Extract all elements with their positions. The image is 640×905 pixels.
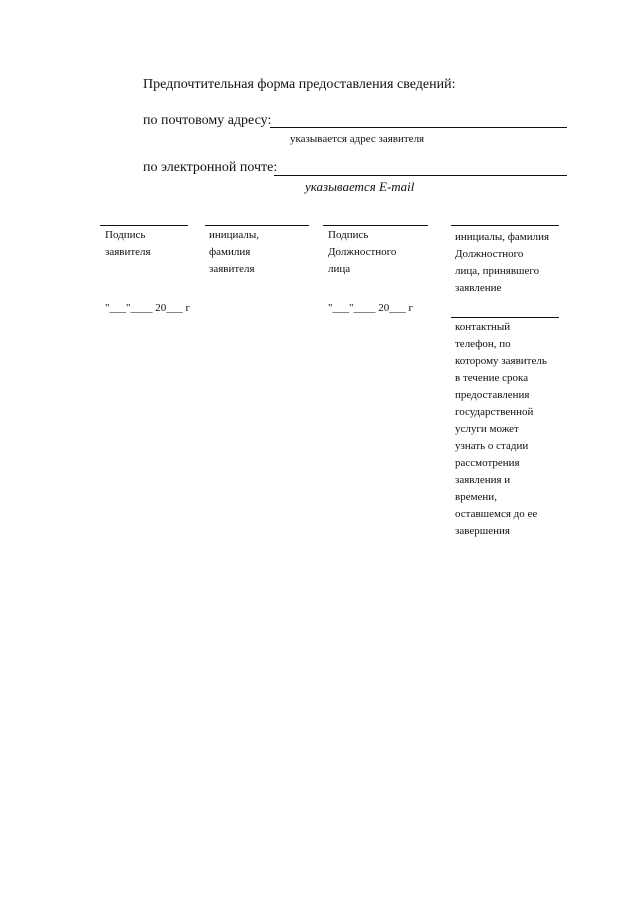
applicant-signature-line bbox=[100, 225, 188, 226]
email-line bbox=[274, 175, 567, 176]
contact-phone-caption: контактный телефон, по которому заявитель в течение срока предоставления государственной услуги может узнать о стадии рассмотрения заявления и времени, оставшемся до ее завершения bbox=[455, 321, 547, 537]
email-hint: указывается E-mail bbox=[305, 179, 415, 194]
contact-phone-line bbox=[451, 317, 559, 318]
official-date: "___"____ 20___ г bbox=[328, 302, 413, 314]
postal-address-hint: указывается адрес заявителя bbox=[290, 133, 425, 145]
official-signature-caption: Подпись Должностного лица bbox=[328, 229, 397, 275]
applicant-name-line bbox=[205, 225, 309, 226]
postal-address-line bbox=[270, 127, 567, 128]
email-label: по электронной почте: bbox=[143, 160, 278, 175]
applicant-date: "___"____ 20___ г bbox=[105, 302, 190, 314]
applicant-signature-caption: Подпись заявителя bbox=[105, 229, 151, 258]
form-heading: Предпочтительная форма предоставления сведений: bbox=[143, 77, 456, 92]
official-name-line bbox=[451, 225, 559, 226]
postal-address-label: по почтовому адресу: bbox=[143, 113, 272, 128]
applicant-name-caption: инициалы, фамилия заявителя bbox=[209, 229, 260, 275]
official-name-caption: инициалы, фамилия Должностного лица, принявшего заявление bbox=[455, 231, 550, 294]
official-signature-line bbox=[323, 225, 428, 226]
